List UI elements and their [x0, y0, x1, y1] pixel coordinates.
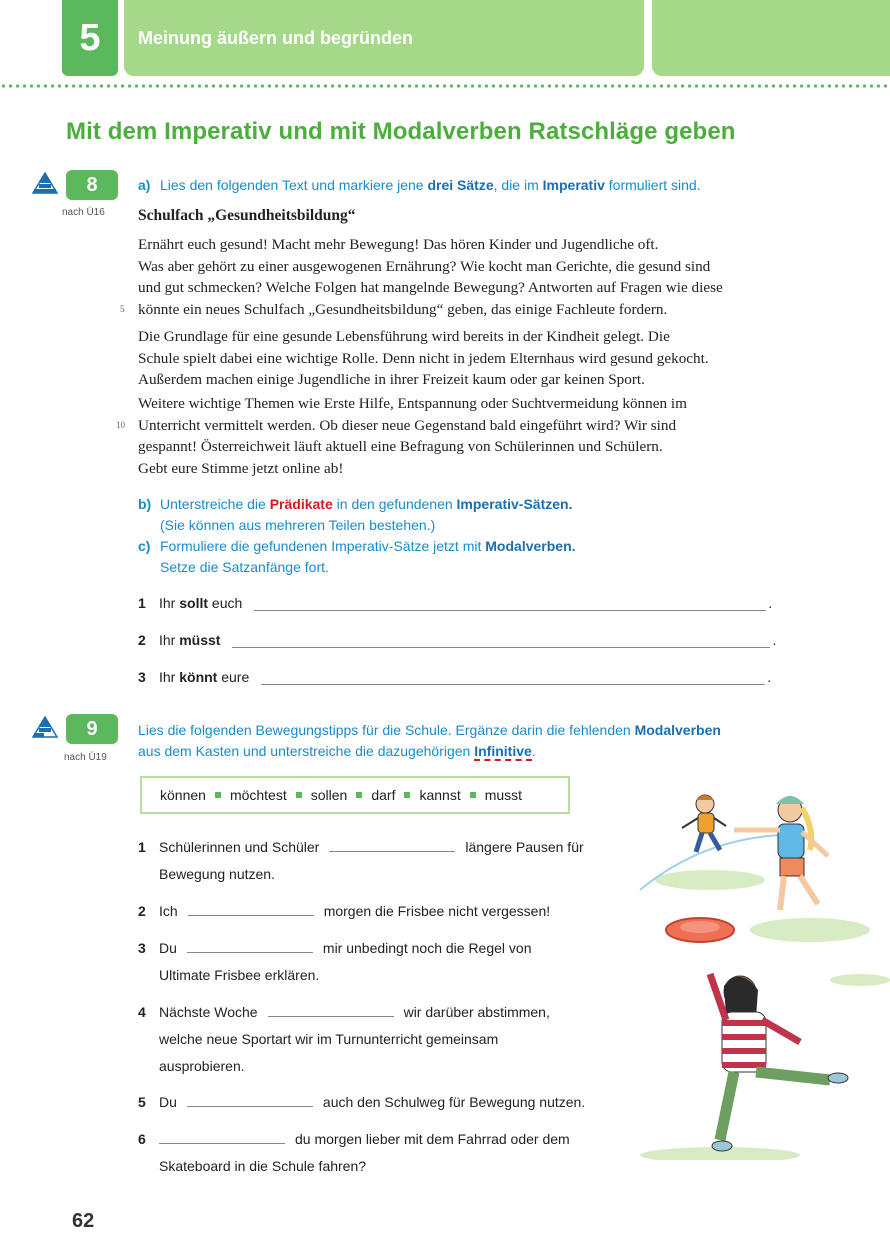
- text: Ihr: [159, 669, 176, 685]
- label-a: a): [138, 177, 151, 193]
- text: euch: [211, 595, 243, 611]
- item-number: 2: [138, 632, 146, 648]
- text-line: und gut schmecken? Welche Folgen hat mangelnde Bewegung? Antworten auf Fragen wie diese: [138, 279, 723, 296]
- text: eure: [221, 669, 250, 685]
- exercise-9-reference: nach Ü19: [64, 752, 107, 763]
- exercise-8b-instruction: [138, 494, 576, 578]
- text: aus dem Kasten und unterstreiche die dazugehörigen: [138, 743, 475, 759]
- text: längere Pausen für: [465, 839, 584, 855]
- exercise-9-item-1: [138, 834, 618, 888]
- answer-row-2: 2 Ihr müsst .: [138, 632, 777, 648]
- exercise-9-number: 9: [66, 714, 118, 744]
- text-line: Weitere wichtige Themen wie Erste Hilfe, Entspannung oder Suchtvermeidung können im: [138, 395, 687, 412]
- page-header: [0, 0, 890, 80]
- fill-in-gap[interactable]: [329, 838, 455, 852]
- fill-in-gap[interactable]: [268, 1003, 394, 1017]
- bullet-icon: [215, 792, 221, 798]
- text: Nächste Woche: [159, 1004, 258, 1020]
- text: du morgen lieber mit dem Fahrrad oder dem: [295, 1131, 570, 1147]
- text-bold: müsst: [179, 632, 221, 648]
- label-b: b): [138, 496, 152, 512]
- text-line: Außerdem machen einige Jugendliche in ihrer Freizeit kaum oder gar keinen Sport.: [138, 371, 645, 388]
- text-line: Die Grundlage für eine gesunde Lebensführung wird bereits in der Kindheit gelegt. Die: [138, 328, 670, 345]
- exercise-8a-instruction: [138, 175, 701, 196]
- text-bold: Modalverben.: [485, 538, 576, 554]
- line-number: 5: [120, 304, 125, 314]
- text: auch den Schulweg für Bewegung nutzen.: [322, 1094, 586, 1110]
- exercise-9-item-4: [138, 999, 618, 1080]
- frisbee-kids-illustration: [630, 780, 890, 1160]
- item-number: 4: [138, 1004, 146, 1020]
- item-number: 1: [138, 595, 146, 611]
- item-number: 6: [138, 1131, 146, 1147]
- text-line: gespannt! Österreichweit läuft aktuell eine Befragung von Schülerinnen und Schülern.: [138, 438, 663, 455]
- text-bold: Modalverben: [634, 722, 721, 738]
- text: formuliert sind.: [604, 177, 701, 193]
- text: morgen die Frisbee nicht vergessen!: [323, 903, 551, 919]
- page-number: 62: [72, 1210, 95, 1232]
- fill-in-gap[interactable]: [187, 1093, 313, 1107]
- text-line: Ernährt euch gesund! Macht mehr Bewegung! Das hören Kinder und Jugendliche oft.: [138, 236, 659, 253]
- bullet-icon: [356, 792, 362, 798]
- exercise-8-number: 8: [66, 170, 118, 200]
- text: mir unbedingt noch die Regel von: [322, 940, 532, 956]
- exercise-9-item-6: [138, 1126, 618, 1180]
- fill-in-gap[interactable]: [188, 902, 314, 916]
- text-line: welche neue Sportart wir im Turnunterricht gemeinsam: [159, 1031, 499, 1047]
- text-line: Was aber gehört zu einer ausgewogenen Ernährung? Wie kocht man Gerichte, die gesund sind: [138, 257, 711, 275]
- text-line: Gebt eure Stimme jetzt online ab!: [138, 459, 344, 477]
- text: Du: [159, 1094, 177, 1110]
- answer-row-1: 1 Ihr sollt euch .: [138, 595, 773, 611]
- text: Formuliere die gefundenen Imperativ-Sätze jetzt mit: [160, 538, 486, 554]
- text: Ich: [159, 903, 178, 919]
- text: .: [531, 743, 536, 759]
- text: Du: [159, 940, 177, 956]
- fill-in-gap[interactable]: [187, 939, 313, 953]
- exercise-9-instruction: [138, 720, 808, 762]
- level-triangle-icon: [32, 172, 58, 194]
- word-option: können: [160, 787, 206, 803]
- text-line: Skateboard in die Schule fahren?: [159, 1158, 367, 1174]
- word-option: möchtest: [229, 787, 287, 803]
- text-line: Unterricht vermittelt werden. Ob dieser neue Gegenstand bald eingeführt wird? Wir sind: [138, 416, 677, 434]
- item-number: 1: [138, 839, 146, 855]
- chapter-title-text: Meinung äußern und begründen: [138, 27, 413, 48]
- word-option: sollen: [310, 787, 348, 803]
- text-line: könnte ein neues Schulfach „Gesundheitsbildung“ geben, das einige Fachleute fordern.: [138, 300, 668, 318]
- text-line: Ultimate Frisbee erklären.: [159, 967, 320, 983]
- text: , die im: [493, 177, 543, 193]
- bullet-icon: [404, 792, 410, 798]
- text-line: Setze die Satzanfänge fort.: [160, 559, 329, 575]
- bullet-icon: [470, 792, 476, 798]
- text: in den gefundenen: [332, 496, 457, 512]
- text-bold: Imperativ: [542, 177, 605, 193]
- text-line: Schule spielt dabei eine wichtige Rolle. Denn nicht in jedem Elternhaus wird gesund gekocht.: [138, 349, 709, 367]
- reading-text-title: Schulfach „Gesundheitsbildung“: [138, 207, 356, 224]
- item-number: 5: [138, 1094, 146, 1110]
- bullet-icon: [296, 792, 302, 798]
- item-number: 3: [138, 940, 146, 956]
- text-line: Bewegung nutzen.: [159, 866, 275, 882]
- text: Ihr: [159, 595, 176, 611]
- reading-paragraph-2: [138, 326, 798, 391]
- text: Schülerinnen und Schüler: [159, 839, 320, 855]
- reading-paragraph-3: [138, 393, 798, 479]
- exercise-9-item-2: [138, 898, 618, 925]
- text-bold: sollt: [179, 595, 209, 611]
- text-bold: könnt: [179, 669, 218, 685]
- reading-paragraph-1: [138, 234, 798, 320]
- fill-in-gap[interactable]: [159, 1130, 285, 1144]
- exercise-9-item-5: [138, 1089, 618, 1116]
- text-bold: Infinitive: [474, 743, 532, 759]
- word-box: [140, 776, 570, 814]
- word-option: kannst: [419, 787, 461, 803]
- level-triangle-icon: [32, 716, 58, 738]
- text-line: ausprobieren.: [159, 1058, 245, 1074]
- answer-line[interactable]: [254, 597, 766, 611]
- line-number: 10: [116, 420, 125, 430]
- text: Lies den folgenden Text und markiere jene: [160, 177, 428, 193]
- exercise-8-reference: nach Ü16: [62, 207, 105, 218]
- word-option: musst: [484, 787, 523, 803]
- text: Lies die folgenden Bewegungstipps für die Schule. Ergänze darin die fehlenden: [138, 722, 635, 738]
- chapter-number: 5: [62, 0, 118, 76]
- word-option: darf: [371, 787, 396, 803]
- exercise-9-item-3: [138, 935, 618, 989]
- header-decoration: [652, 0, 890, 76]
- dotted-divider: [0, 84, 890, 88]
- text: Unterstreiche die: [160, 496, 270, 512]
- page-title: Mit dem Imperativ und mit Modalverben Ratschläge geben: [66, 118, 736, 145]
- text-bold: Prädikate: [269, 496, 333, 512]
- label-c: c): [138, 538, 151, 554]
- text-line: (Sie können aus mehreren Teilen bestehen.): [160, 517, 436, 533]
- text: wir darüber abstimmen,: [403, 1004, 550, 1020]
- item-number: 2: [138, 903, 146, 919]
- text: Ihr: [159, 632, 176, 648]
- text-bold: drei Sätze: [427, 177, 494, 193]
- answer-line[interactable]: [232, 634, 770, 648]
- item-number: 3: [138, 669, 146, 685]
- answer-line[interactable]: [261, 671, 765, 685]
- answer-row-3: 3 Ihr könnt eure .: [138, 669, 772, 685]
- chapter-title: [124, 0, 644, 76]
- text-bold: Imperativ-Sätzen.: [456, 496, 573, 512]
